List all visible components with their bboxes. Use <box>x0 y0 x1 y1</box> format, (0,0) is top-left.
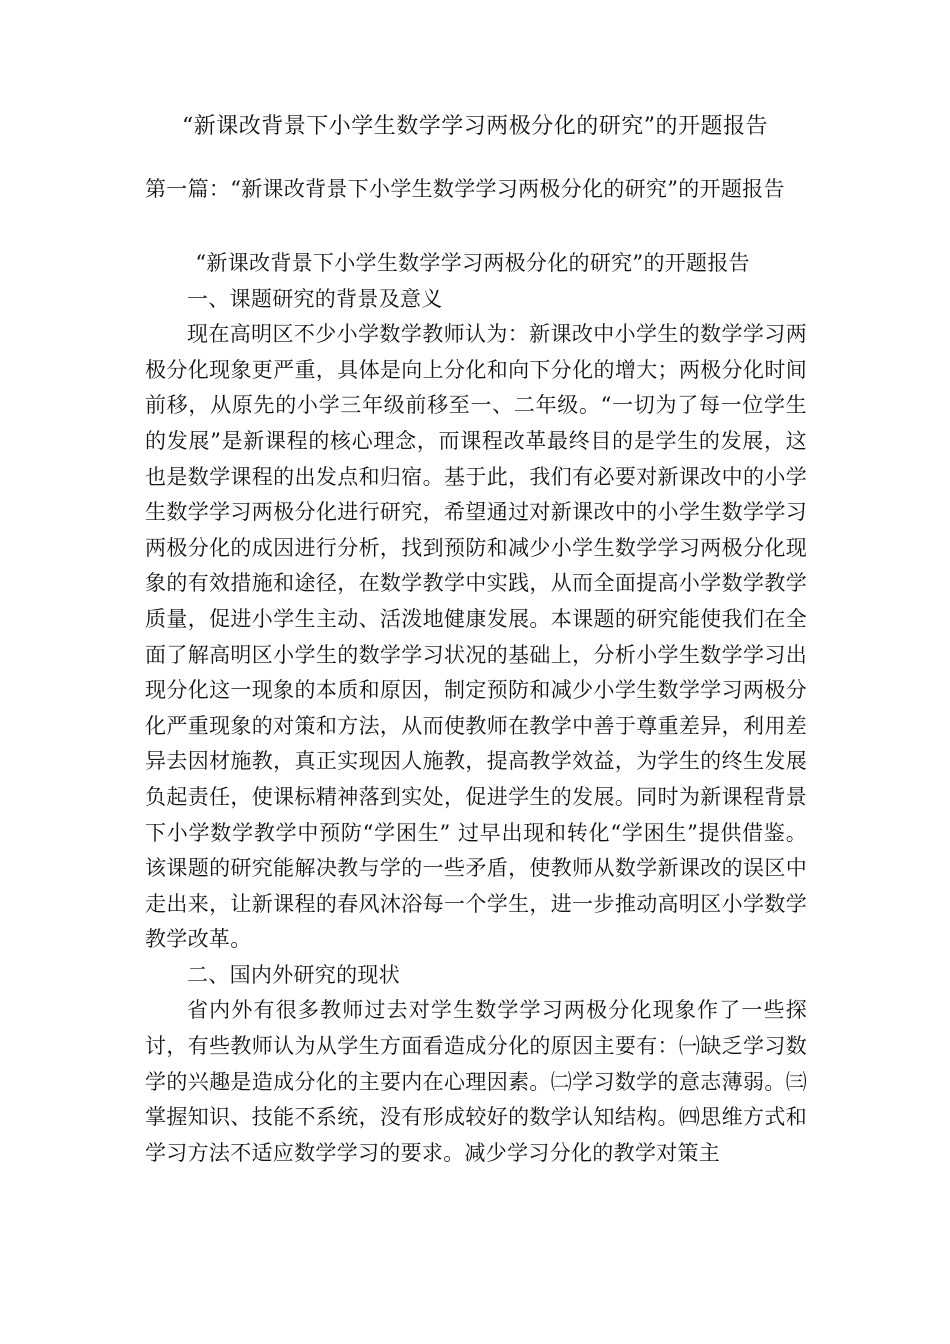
section-heading-background: 一、课题研究的背景及意义 <box>187 286 443 311</box>
inner-title: “新课改背景下小学生数学学习两极分化的研究”的开题报告 <box>195 251 750 275</box>
section-heading-status: 二、国内外研究的现状 <box>187 962 400 987</box>
chapter-heading: 第一篇：“新课改背景下小学生数学学习两极分化的研究”的开题报告 <box>145 177 785 201</box>
paragraph-status: 省内外有很多教师过去对学生数学学习两极分化现象作了一些探讨，有些教师认为从学生方面看造成分化的原因主要有：㈠缺乏学习数学的兴趣是造成分化的主要内在心理因素。㈡学习数学的意志薄弱。㈢掌握知识、技能不系统，没有形成较好的数学认知结构。㈣思维方式和学习方法不适应数学学习的要求。减少学习分化的教学对策主 <box>145 998 807 1165</box>
document-title: “新课改背景下小学生数学学习两极分化的研究”的开题报告 <box>182 114 768 139</box>
paragraph-background: 现在高明区不少小学数学教师认为：新课改中小学生的数学学习两极分化现象更严重，具体是向上分化和向下分化的增大；两极分化时间前移，从原先的小学三年级前移至一、二年级。“一切为了每一位学生的发展”是新课程的核心理念，而课程改革最终目的是学生的发展，这也是数学课程的出发点和归宿。基于此，我们有必要对新课改中的小学生数学学习两极分化进行研究，希望通过对新课改中的小学生数学学习两极分化的成因进行分析，找到预防和减少小学生数学学习两极分化现象的有效措施和途径，在数学教学中实践，从而全面提高小学数学教学质量，促进小学生主动、活泼地健康发展。本课题的研究能使我们在全面了解高明区小学生的数学学习状况的基础上，分析小学生数学学习出现分化这一现象的本质和原因，制定预防和减少小学生数学学习两极分化严重现象的对策和方法，从而使教师在教学中善于尊重差异，利用差异去因材施教，真正实现因人施教，提高教学效益，为学生的终生发展负起责任，使课标精神落到实处，促进学生的发展。同时为新课程背景下小学数学教学中预防“学困生” 过早出现和转化“学困生”提供借鉴。该课题的研究能解决教与学的一些矛盾，使教师从数学新课改的误区中走出来，让新课程的春风沐浴每一个学生，进一步推动高明区小学数学教学改革。 <box>145 322 807 952</box>
document-body <box>145 246 807 1171</box>
